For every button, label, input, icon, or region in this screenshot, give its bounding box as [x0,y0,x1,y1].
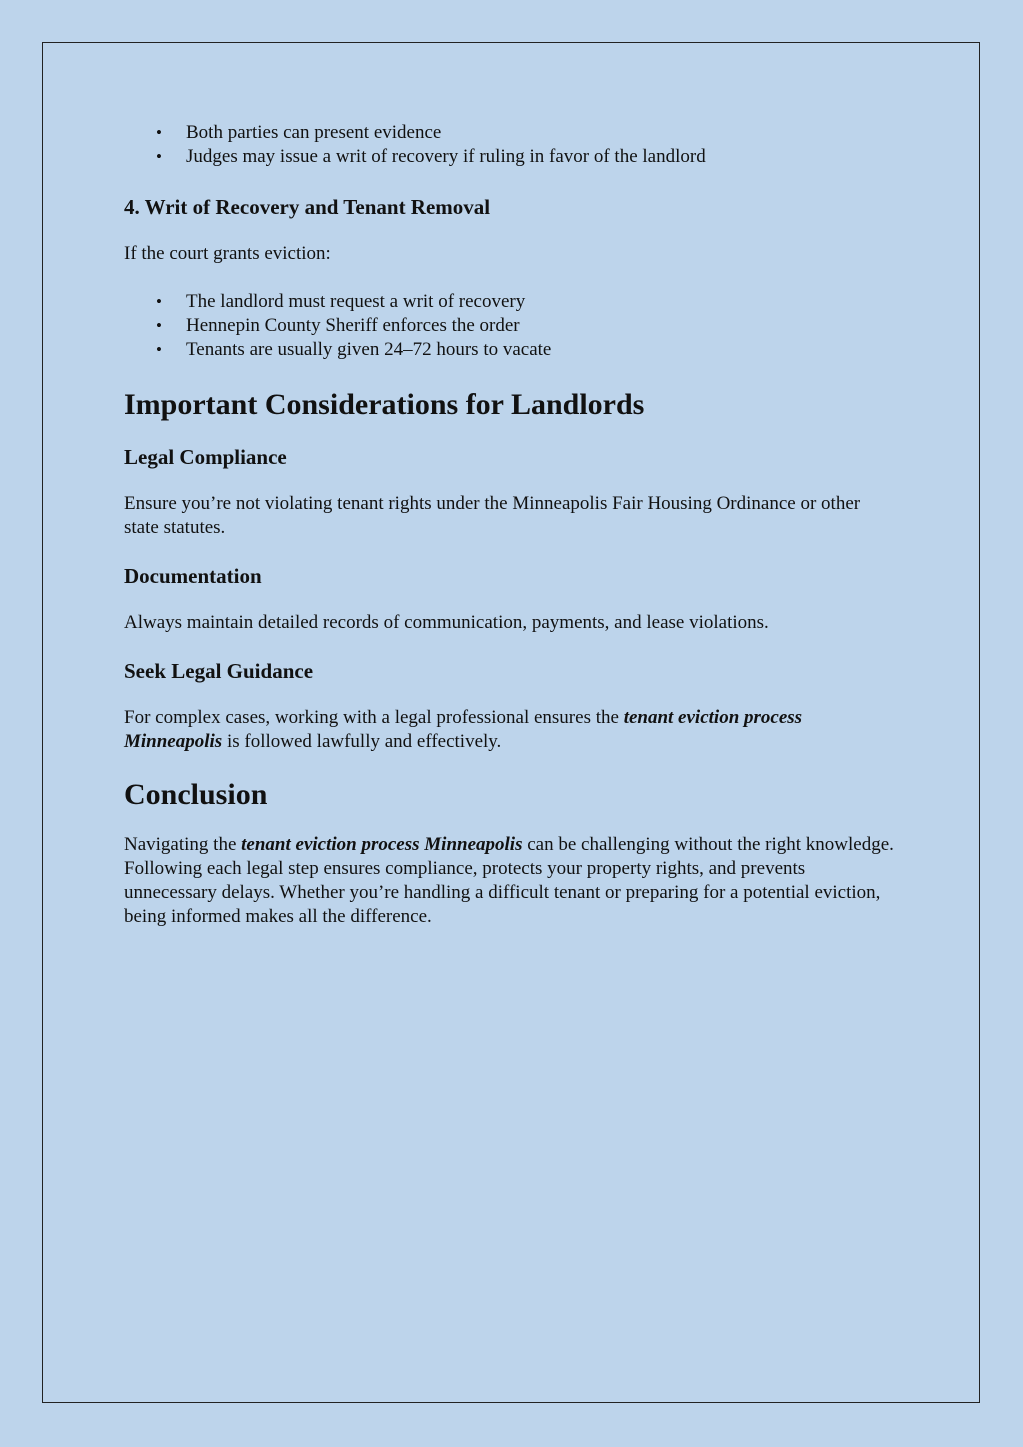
list-item: • Hennepin County Sheriff enforces the order [186,314,894,338]
subheading-documentation: Documentation [124,564,262,588]
list-item: • Tenants are usually given 24–72 hours to vacate [186,338,894,362]
paragraph-writ-intro: If the court grants eviction: [124,243,331,264]
paragraph-legal-compliance: Ensure you’re not violating tenant rights under the Minneapolis Fair Housing Ordinance or other state statutes. [124,493,861,538]
text-segment: For complex cases, working with a legal professional ensures the [124,707,624,728]
subheading-legal-compliance: Legal Compliance [124,445,287,469]
list-item: • Judges may issue a writ of recovery if ruling in favor of the landlord [186,145,894,169]
keyword-emphasis: tenant eviction process Minneapolis [124,707,803,752]
paragraph-seek-legal-guidance [124,706,894,754]
section-heading-writ-of-recovery: 4. Writ of Recovery and Tenant Removal [124,195,491,219]
paragraph-conclusion [124,833,894,929]
keyword-emphasis: tenant eviction process Minneapolis [241,834,523,855]
subheading-seek-legal-guidance: Seek Legal Guidance [124,659,314,683]
heading-important-considerations: Important Considerations for Landlords [124,388,645,421]
bullet-list-hearing [124,121,894,169]
text-segment: is followed lawfully and effectively. [222,731,502,752]
text-segment: can be challenging without the right knowledge. Following each legal step ensures compliance, protects your property rights, and prevents unnecessary delays. Whether you’re handling a difficult tenant or preparing for a potential eviction, being informed makes all the difference. [124,834,894,927]
document-body [124,121,894,929]
list-item: • The landlord must request a writ of recovery [186,290,894,314]
bullet-list-writ [124,290,894,362]
text-segment: Navigating the [124,834,242,855]
list-item: • Both parties can present evidence [186,121,894,145]
heading-conclusion: Conclusion [124,778,268,811]
paragraph-documentation: Always maintain detailed records of communication, payments, and lease violations. [124,612,769,633]
